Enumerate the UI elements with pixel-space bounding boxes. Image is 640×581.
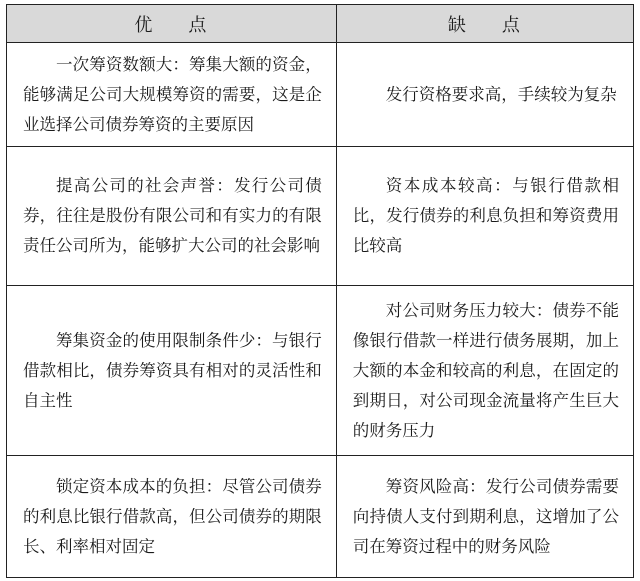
advantage-cell	[7, 43, 337, 147]
table-row	[7, 147, 634, 286]
pros-cons-table	[6, 4, 634, 578]
header-advantages-char-2: 点	[188, 14, 209, 36]
header-disadvantages-char-1: 缺	[447, 14, 468, 36]
header-advantages	[7, 5, 337, 43]
table-header-row	[7, 5, 634, 43]
disadvantage-text: 筹资风险高：发行公司债券需要向持债人支付到期利息，这增加了公司在筹资过程中的财务风险	[352, 476, 619, 556]
disadvantage-cell	[336, 286, 633, 456]
advantage-text: 锁定资本成本的负担：尽管公司债券的利息比银行借款高，但公司债券的期限长、利率相对固定	[23, 476, 322, 556]
disadvantage-cell	[336, 43, 633, 147]
table-row	[7, 43, 634, 147]
disadvantage-cell	[336, 147, 633, 286]
advantage-cell	[7, 286, 337, 456]
disadvantage-text: 资本成本较高：与银行借款相比，发行债券的利息负担和筹资费用比较高	[352, 176, 619, 255]
disadvantage-cell	[336, 456, 633, 578]
advantage-text: 提高公司的社会声誉：发行公司债券，往往是股份有限公司和有实力的有限责任公司所为，能够扩大公司的社会影响	[23, 176, 322, 255]
header-disadvantages-char-2: 点	[501, 14, 522, 36]
advantage-text: 一次筹资数额大：筹集大额的资金，能够满足公司大规模筹资的需要，这是企业选择公司债券筹资的主要原因	[23, 54, 322, 134]
advantage-cell	[7, 147, 337, 286]
disadvantage-text: 对公司财务压力较大：债券不能像银行借款一样进行债务展期，加上大额的本金和较高的利息，在固定的到期日，对公司现金流量将产生巨大的财务压力	[352, 300, 619, 440]
table-row	[7, 286, 634, 456]
table-row	[7, 456, 634, 578]
advantage-text: 筹集资金的使用限制条件少：与银行借款相比，债券筹资具有相对的灵活性和自主性	[23, 330, 322, 410]
header-advantages-char-1: 优	[134, 14, 155, 36]
header-disadvantages	[336, 5, 633, 43]
advantage-cell	[7, 456, 337, 578]
disadvantage-text: 发行资格要求高，手续较为复杂	[385, 84, 617, 104]
pros-cons-table-container	[6, 4, 634, 577]
